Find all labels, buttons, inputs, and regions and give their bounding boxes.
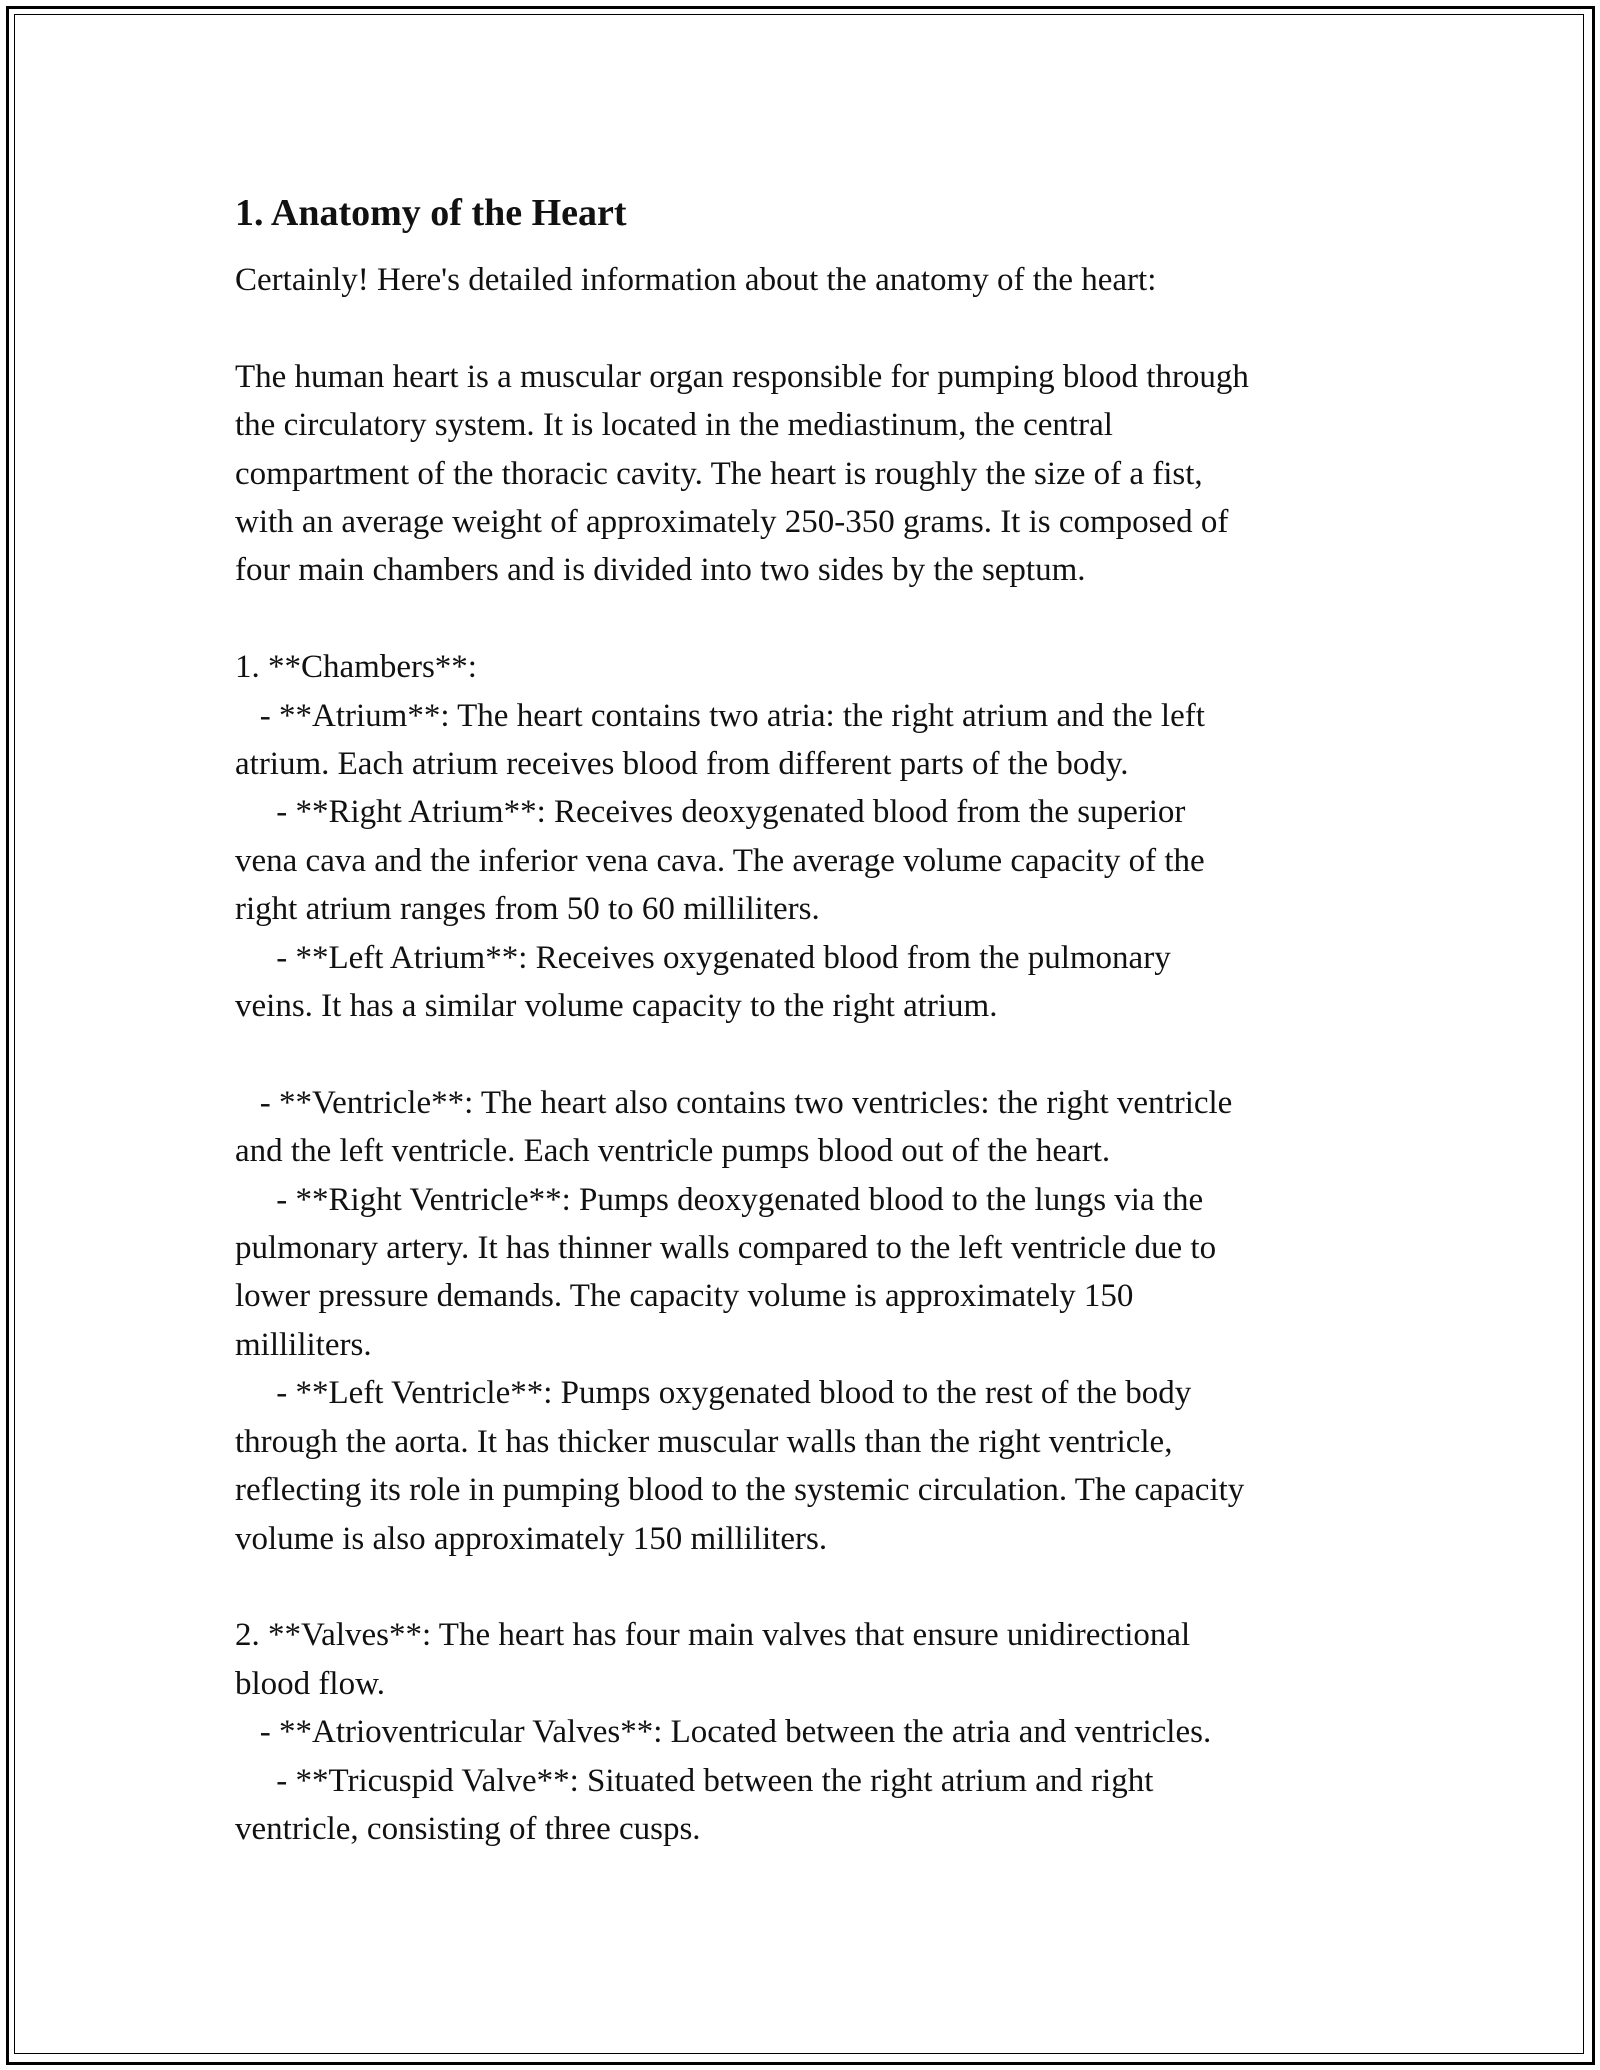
text-line: Certainly! Here's detailed information about the anatomy of the heart: xyxy=(235,262,1157,298)
text-line: reflecting its role in pumping blood to the systemic circulation. The capacity xyxy=(235,1472,1245,1509)
blank-line xyxy=(235,1563,1395,1611)
document-page xyxy=(235,186,1395,1853)
text-line: four main chambers and is divided into two sides by the septum. xyxy=(235,552,1086,589)
text-line: right atrium ranges from 50 to 60 milliliters. xyxy=(235,891,820,928)
text-line: - **Tricuspid Valve**: Situated between the right atrium and right xyxy=(235,1762,1154,1799)
blank-line xyxy=(235,304,1395,352)
text-line: - **Left Atrium**: Receives oxygenated blood from the pulmonary xyxy=(235,939,1171,976)
section-heading: 1. Anatomy of the Heart xyxy=(235,192,627,234)
text-line: 2. **Valves**: The heart has four main valves that ensure unidirectional xyxy=(235,1617,1191,1654)
text-line: and the left ventricle. Each ventricle pumps blood out of the heart. xyxy=(235,1133,1111,1170)
text-line: milliliters. xyxy=(235,1326,372,1363)
text-line: - **Atrioventricular Valves**: Located between the atria and ventricles. xyxy=(235,1714,1212,1751)
blank-line xyxy=(235,1030,1395,1078)
text-line: pulmonary artery. It has thinner walls compared to the left ventricle due to xyxy=(235,1230,1217,1267)
text-line: - **Left Ventricle**: Pumps oxygenated blood to the rest of the body xyxy=(235,1375,1192,1412)
text-line: ventricle, consisting of three cusps. xyxy=(235,1810,701,1847)
text-line: the circulatory system. It is located in the mediastinum, the central xyxy=(235,407,1113,444)
text-line: vena cava and the inferior vena cava. The average volume capacity of the xyxy=(235,842,1205,879)
document-body xyxy=(235,256,1395,1853)
text-line: blood flow. xyxy=(235,1665,386,1702)
text-line: compartment of the thoracic cavity. The heart is roughly the size of a fist, xyxy=(235,455,1203,492)
text-line: - **Ventricle**: The heart also contains two ventricles: the right ventricle xyxy=(235,1084,1233,1121)
text-line: with an average weight of approximately 250-350 grams. It is composed of xyxy=(235,504,1229,541)
text-line: veins. It has a similar volume capacity to the right atrium. xyxy=(235,988,998,1025)
text-line: atrium. Each atrium receives blood from different parts of the body. xyxy=(235,746,1129,783)
text-line: lower pressure demands. The capacity volume is approximately 150 xyxy=(235,1278,1134,1315)
text-line: 1. **Chambers**: xyxy=(235,649,477,686)
text-line: volume is also approximately 150 milliliters. xyxy=(235,1520,828,1557)
text-line: The human heart is a muscular organ responsible for pumping blood through xyxy=(235,358,1249,395)
text-line: - **Right Atrium**: Receives deoxygenated blood from the superior xyxy=(235,794,1186,831)
text-line: through the aorta. It has thicker muscular walls than the right ventricle, xyxy=(235,1423,1173,1460)
blank-line xyxy=(235,595,1395,643)
text-line: - **Right Ventricle**: Pumps deoxygenated blood to the lungs via the xyxy=(235,1181,1204,1218)
text-line: - **Atrium**: The heart contains two atria: the right atrium and the left xyxy=(235,697,1205,734)
